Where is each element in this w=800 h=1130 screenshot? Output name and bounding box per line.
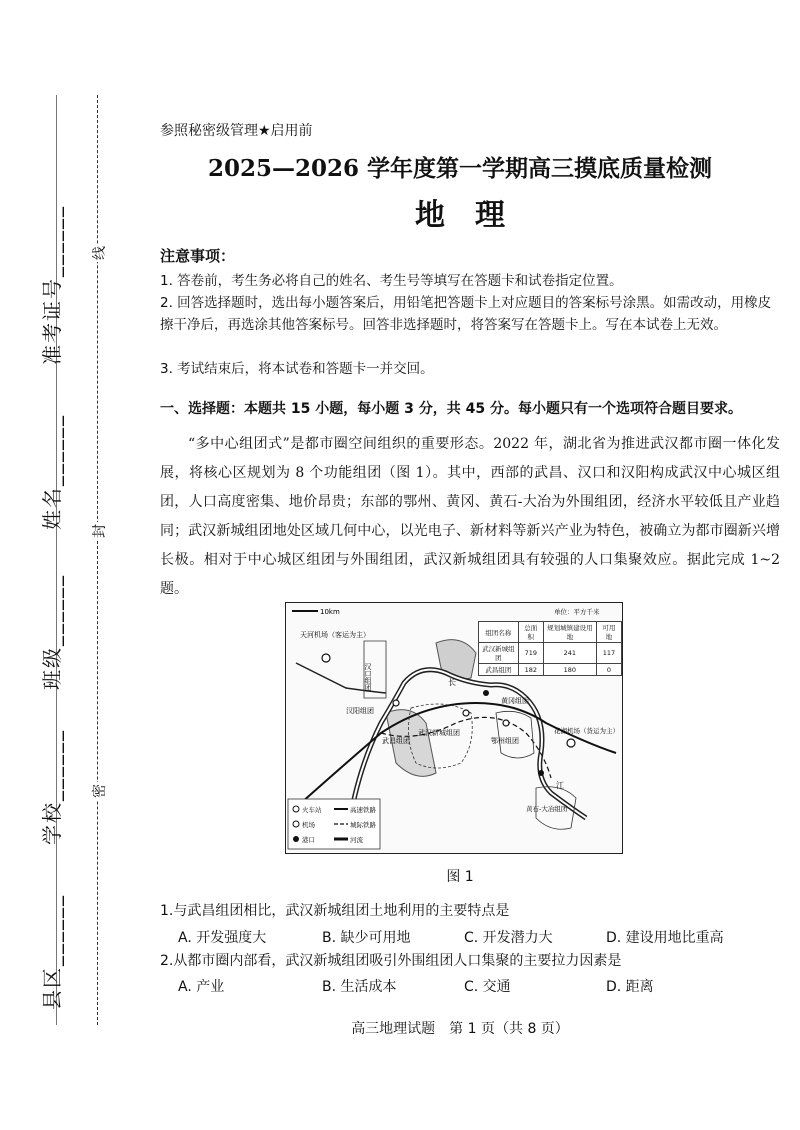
label-ezhou: 鄂州组团 (491, 737, 519, 745)
table-header: 可用地 (596, 622, 621, 643)
legend-hsr: 高速铁路 (350, 806, 376, 814)
question-1-option-c: C. 开发潜力大 (464, 930, 553, 946)
notice-item-2: 2. 回答选择题时，选出每小题答案后，用铅笔把答题卡上对应题目的答案标号涂黑。如需改动，用橡皮擦干净后，再选涂其他答案标号。回答非选择题时，将答案写在答题卡上。写在本试卷上无效。 (160, 295, 772, 333)
section-heading: 一、选择题：本题共 15 小题，每小题 3 分，共 45 分。每小题只有一个选项符合题目要求。 (160, 401, 742, 417)
train-station-icon (503, 720, 509, 726)
legend-airport-icon (293, 821, 299, 827)
table-row (479, 664, 622, 676)
table-row (479, 643, 622, 664)
table-unit: 单位：平方千米 (554, 608, 600, 616)
scale-text: 10km (320, 608, 340, 616)
seal-xian: 线 (89, 244, 109, 262)
land-use-table (478, 621, 622, 676)
notice-item-1: 1. 答卷前，考生务必将自己的姓名、考生号等填写在答题卡和试卷指定位置。 (160, 273, 623, 289)
table-header: 规划城镇建设用地 (543, 622, 596, 643)
airport-icon (322, 654, 330, 662)
figure-caption: 图 1 (446, 869, 474, 885)
question-1-stem: 1.与武昌组团相比，武汉新城组团土地利用的主要特点是 (160, 903, 510, 919)
table-header: 组团名称 (479, 622, 519, 643)
table-header-row (479, 622, 622, 643)
field-class-label: 班级______ (40, 574, 64, 690)
label-xincheng: 武汉新城组团 (418, 729, 460, 737)
cluster-ezhou-outline (496, 711, 534, 758)
table-cell: 182 (518, 664, 543, 676)
seal-mi: 密 (89, 782, 109, 800)
reading-passage: “多中心组团式”是都市圈空间组织的重要形态。2022 年，湖北省为推进武汉都市圈一体化发展，将核心区规划为 8 个功能组团（图 1）。其中，西部的武昌、汉口和汉阳构成武汉中心城区组团，人口高度密集、地价昂贵；东部的鄂州、黄冈、黄石-大冶为外围组团，经济水平较低且产业趋同；武汉新城组团地处区域几何中心，以光电子、新材料等新兴产业为特色，被确立为都市圈新兴增长极。相对于中心城区组团与外围组团，武汉新城组团具有较强的人口集聚效应。据此完成 1~2 题。 (160, 436, 780, 597)
field-name-label: 姓名______ (40, 414, 64, 530)
legend-train: 火车站 (302, 806, 322, 814)
question-2-option-c: C. 交通 (464, 979, 511, 995)
question-2-stem: 2.从都市圈内部看，武汉新城组团吸引外围组团人口集聚的主要拉力因素是 (160, 953, 622, 969)
table-cell: 719 (518, 643, 543, 664)
label-hankou: 汉口组团 (364, 663, 372, 691)
label-jiang: 江 (556, 781, 564, 790)
table-cell: 241 (543, 643, 596, 664)
han-river (296, 663, 386, 693)
page-footer: 高三地理试题 第 1 页（共 8 页） (351, 1021, 569, 1037)
port-icon (483, 690, 489, 696)
high-speed-rail (301, 703, 616, 803)
port-icon (538, 770, 544, 776)
field-school-label: 学校______ (40, 729, 64, 845)
question-1-option-b: B. 缺少可用地 (322, 930, 411, 946)
question-2-option-d: D. 距离 (606, 979, 654, 995)
field-exam-number-label: 准考证号______ (40, 205, 64, 365)
question-1-option-d: D. 建设用地比重高 (606, 930, 724, 946)
question-2-option-a: A. 产业 (178, 979, 225, 995)
label-tianhe: 天河机场（客运为主） (300, 631, 370, 639)
table-cell: 117 (596, 643, 621, 664)
seal-feng: 封 (89, 522, 109, 540)
question-1-option-a: A. 开发强度大 (178, 930, 267, 946)
train-station-icon (463, 710, 469, 716)
table-cell: 武汉新城组团 (479, 643, 519, 664)
table-cell: 180 (543, 664, 596, 676)
airport-icon (567, 739, 575, 747)
table-header: 总面积 (518, 622, 543, 643)
notice-heading: 注意事项： (160, 247, 236, 265)
subject-title: 地理 (415, 198, 535, 233)
question-2-option-b: B. 生活成本 (322, 979, 397, 995)
binding-dashed-line (97, 95, 98, 1025)
legend-intercity: 城际铁路 (350, 821, 376, 829)
notice-item-3: 3. 考试结束后，将本试卷和答题卡一并交回。 (160, 361, 434, 377)
label-huangshi: 黄石-大冶组团 (526, 805, 568, 813)
field-district-label: 县区______ (40, 894, 64, 1010)
label-chang: 长 (448, 678, 456, 687)
train-station-icon (393, 700, 399, 706)
label-wuchang: 武昌组团 (382, 737, 410, 745)
label-hanyang: 汉阳组团 (346, 707, 374, 715)
table-cell: 0 (596, 664, 621, 676)
legend-train-icon (293, 806, 299, 812)
secret-level-label: 参照秘密级管理★启用前 (160, 123, 313, 139)
legend-port: 港口 (302, 836, 315, 844)
label-huanggang: 黄冈组团 (501, 697, 529, 705)
table-cell: 武昌组团 (479, 664, 519, 676)
label-huahu: 花湖机场（货运为主） (554, 727, 619, 735)
figure-1-map (285, 602, 623, 854)
legend-airport: 机场 (302, 821, 315, 829)
legend-port-icon (293, 836, 299, 842)
exam-title: 2025—2026 学年度第一学期高三摸底质量检测 (207, 155, 713, 182)
legend-river: 河流 (350, 836, 363, 844)
